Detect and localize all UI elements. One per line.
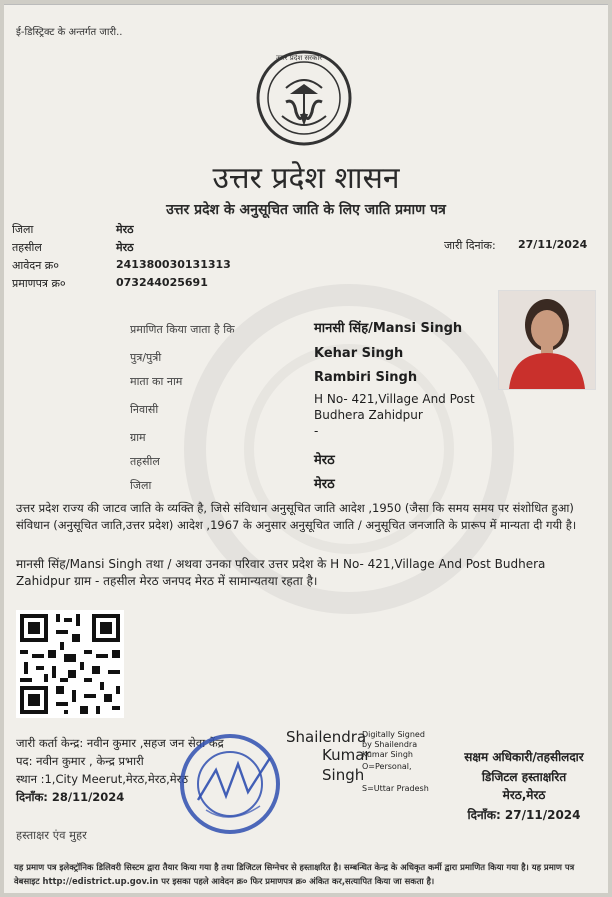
page-edge xyxy=(4,4,608,5)
authority-digital: डिजिटल हस्ताक्षरित xyxy=(481,770,567,784)
tehsil-label: तहसील xyxy=(12,241,42,254)
application-number: 241380030131313 xyxy=(116,258,231,271)
verification-qr-code[interactable] xyxy=(16,610,124,718)
holder-name: मानसी सिंह/Mansi Singh xyxy=(314,321,463,336)
signature-and-seal-label: हस्ताक्षर एंव मुहर xyxy=(16,828,87,842)
digital-sign-line2: by Shailendra xyxy=(362,740,418,749)
certificate-page xyxy=(4,4,608,893)
authority-date: दिनाँक: 27/11/2024 xyxy=(467,808,581,822)
child-of-label: पुत्र/पुत्री xyxy=(130,351,162,364)
tehsil-detail-value: मेरठ xyxy=(314,453,335,468)
signer-name-line1: Shailendra xyxy=(286,728,367,746)
residence-statement: मानसी सिंह/Mansi Singh तथा / अथवा उनका परिवार उत्तर प्रदेश के H No- 421,Village And Post Budhera Zahidpur ग्राम - तहसील मेरठ जनपद मेरठ में सामान्यतया रहता है। xyxy=(16,557,546,588)
digital-sign-line5: S=Uttar Pradesh xyxy=(362,784,429,793)
village-value: - xyxy=(314,424,319,438)
resident-address-line1: H No- 421,Village And Post xyxy=(314,392,475,406)
issue-date-label: जारी दिनांक: xyxy=(444,239,496,252)
district-detail-value: मेरठ xyxy=(314,477,335,492)
certificate-subtitle: उत्तर प्रदेश के अनुसूचित जाति के लिए जाति प्रमाण पत्र xyxy=(166,202,446,218)
application-label: आवेदन क्र० xyxy=(12,259,59,272)
certified-label: प्रमाणित किया जाता है कि xyxy=(130,323,235,336)
applicant-photo xyxy=(498,290,596,390)
village-label: ग्राम xyxy=(130,431,146,444)
header-note: ई-डिस्ट्रिक्ट के अन्तर्गत जारी.. xyxy=(16,27,123,38)
authority-location: मेरठ,मेरठ xyxy=(502,788,546,802)
district-detail-label: जिला xyxy=(130,479,152,492)
district-label: जिला xyxy=(12,223,34,236)
authority-title: सक्षम अधिकारी/तहसीलदार xyxy=(464,750,584,764)
mother-name: Rambiri Singh xyxy=(314,370,418,385)
mother-label: माता का नाम xyxy=(130,375,183,388)
resident-address-line2: Budhera Zahidpur xyxy=(314,408,423,422)
issuer-date: दिनाँक: 28/11/2024 xyxy=(16,790,125,804)
resident-label: निवासी xyxy=(130,403,159,416)
issue-date-value: 27/11/2024 xyxy=(518,238,588,251)
issuer-center: जारी कर्ता केन्द्र: नवीन कुमार ,सहज जन सेवा केंद्र xyxy=(16,736,224,750)
signer-name-line3: Singh xyxy=(322,766,365,784)
issuer-place: स्थान :1,City Meerut,मेरठ,मेरठ,मेरठ xyxy=(16,772,189,786)
caste-statement: उत्तर प्रदेश राज्य की जाटव जाति के व्यक्ति है, जिसे संविधान अनुसूचित जाति आदेश ,1950 (जैसा कि समय समय पर संशोधित हुआ) संविधान (अनुसूचित जाति,उत्तर प्रदेश) आदेश ,1967 के अनुसार अनुसूचित जाति / अनुसूचित जनजाति के प्रारूप में मान्यता दी गयी है। xyxy=(16,501,577,532)
digital-sign-line1: Digitally Signed xyxy=(362,730,425,739)
signer-name-line2: Kumar xyxy=(322,746,371,764)
digital-sign-line3: Kumar Singh xyxy=(362,750,413,759)
page-title: उत्तर प्रदेश शासन xyxy=(212,161,400,196)
tehsil-value: मेरठ xyxy=(116,241,134,254)
issuer-post: पद: नवीन कुमार , केन्द्र प्रभारी xyxy=(16,754,144,768)
tehsil-detail-label: तहसील xyxy=(130,455,160,468)
up-government-emblem xyxy=(256,50,352,146)
certificate-label: प्रमाणपत्र क्र० xyxy=(12,277,66,290)
official-seal-stamp xyxy=(176,730,284,838)
digital-sign-line4: O=Personal, xyxy=(362,762,412,771)
certificate-number: 073244025691 xyxy=(116,276,208,289)
emblem-text: उत्तर प्रदेश सरकार xyxy=(276,54,323,62)
district-value: मेरठ xyxy=(116,223,134,236)
father-name: Kehar Singh xyxy=(314,346,404,361)
verification-note: यह प्रमाण पत्र इलेक्ट्रॉनिक डिलिवरी सिस्टम द्वारा तैयार किया गया है तथा डिजिटल सिग्नेचर से हस्ताक्षरित है। सम्बन्धित केन्द्र के अधिकृत कर्मी द्वारा प्रमाणित किया गया है। यह प्रमाण पत्र वेबसाइट http://edistrict.up.gov.in पर इसका पहले आवेदन क्र० फिर प्रमाणपत्र क्र० अंकित कर,सत्यापित किया जा सकता है। xyxy=(14,862,575,886)
